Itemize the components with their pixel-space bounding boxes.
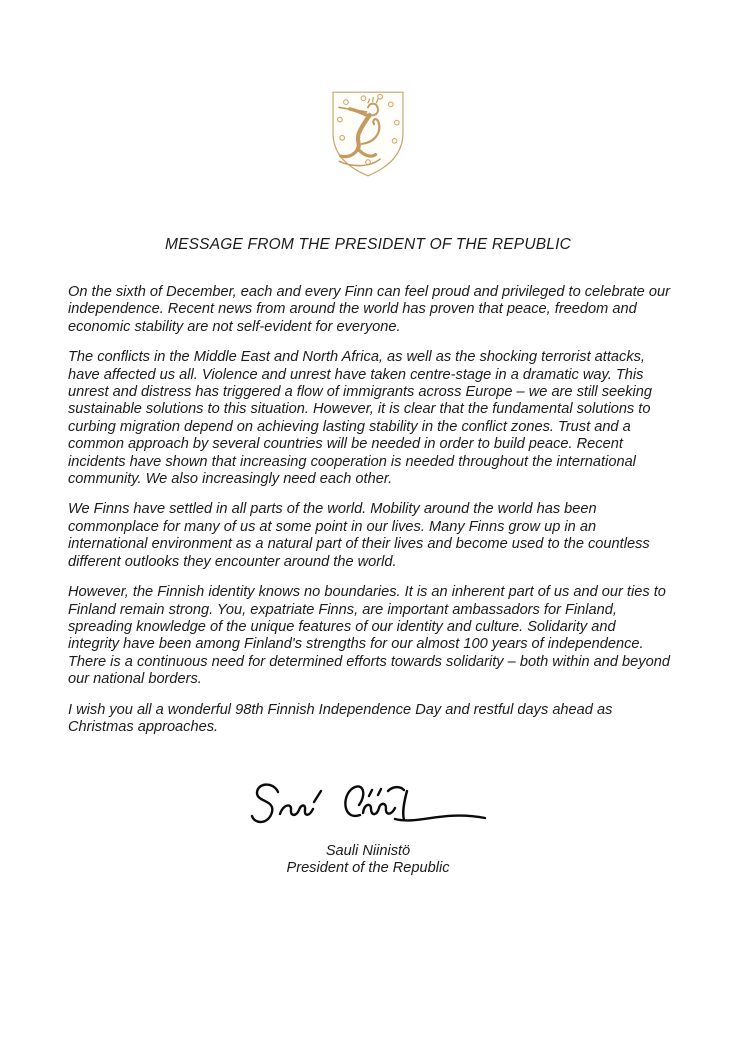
handwritten-signature	[0, 778, 736, 837]
paragraph-5: I wish you all a wonderful 98th Finnish Independence Day and restful days ahead as Christmas approaches.	[68, 701, 613, 735]
signer-name: Sauli Niinistö	[325, 843, 411, 859]
paragraph-3: We Finns have settled in all parts of the world. Mobility around the world has been commonplace for many of us at some point in our lives. Many Finns grow up in an international environment as a natural part of their lives and become used to the countless different outlooks they encounter around the world.	[68, 501, 650, 570]
paragraph-2: The conflicts in the Middle East and North Africa, as well as the shocking terrorist attacks, have affected us all. Violence and unrest have taken centre-stage in a dramatic way. This unrest and distress has triggered a flow of immigrants across Europe – we are still seeking sustainable solutions to this situation. However, it is clear that the fundamental solutions to curbing migration depend on achieving lasting stability in the conflict zones. Trust and a common approach by several countries will be needed in order to build peace. Recent incidents have shown that increasing cooperation is needed throughout the international community. We also increasingly need each other.	[68, 349, 653, 488]
paragraph-4: However, the Finnish identity knows no boundaries. It is an inherent part of us and our ties to Finland remain strong. You, expatriate Finns, are important ambassadors for Finland, spreading knowledge of the unique features of our identity and culture. Solidarity and integrity have been among Finland's strengths for our almost 100 years of independence. There is a continuous need for determined efforts towards solidarity – both within and beyond our national borders.	[68, 584, 670, 688]
finland-coat-of-arms-icon	[330, 88, 406, 180]
letter-body	[68, 284, 670, 749]
paragraph-1: On the sixth of December, each and every Finn can feel proud and privileged to celebrate our independence. Recent news from around the world has proven that peace, freedom and economic stability are not self-evident for everyone.	[68, 284, 670, 335]
document-title: MESSAGE FROM THE PRESIDENT OF THE REPUBLIC	[164, 236, 571, 253]
signer-role: President of the Republic	[286, 860, 450, 876]
